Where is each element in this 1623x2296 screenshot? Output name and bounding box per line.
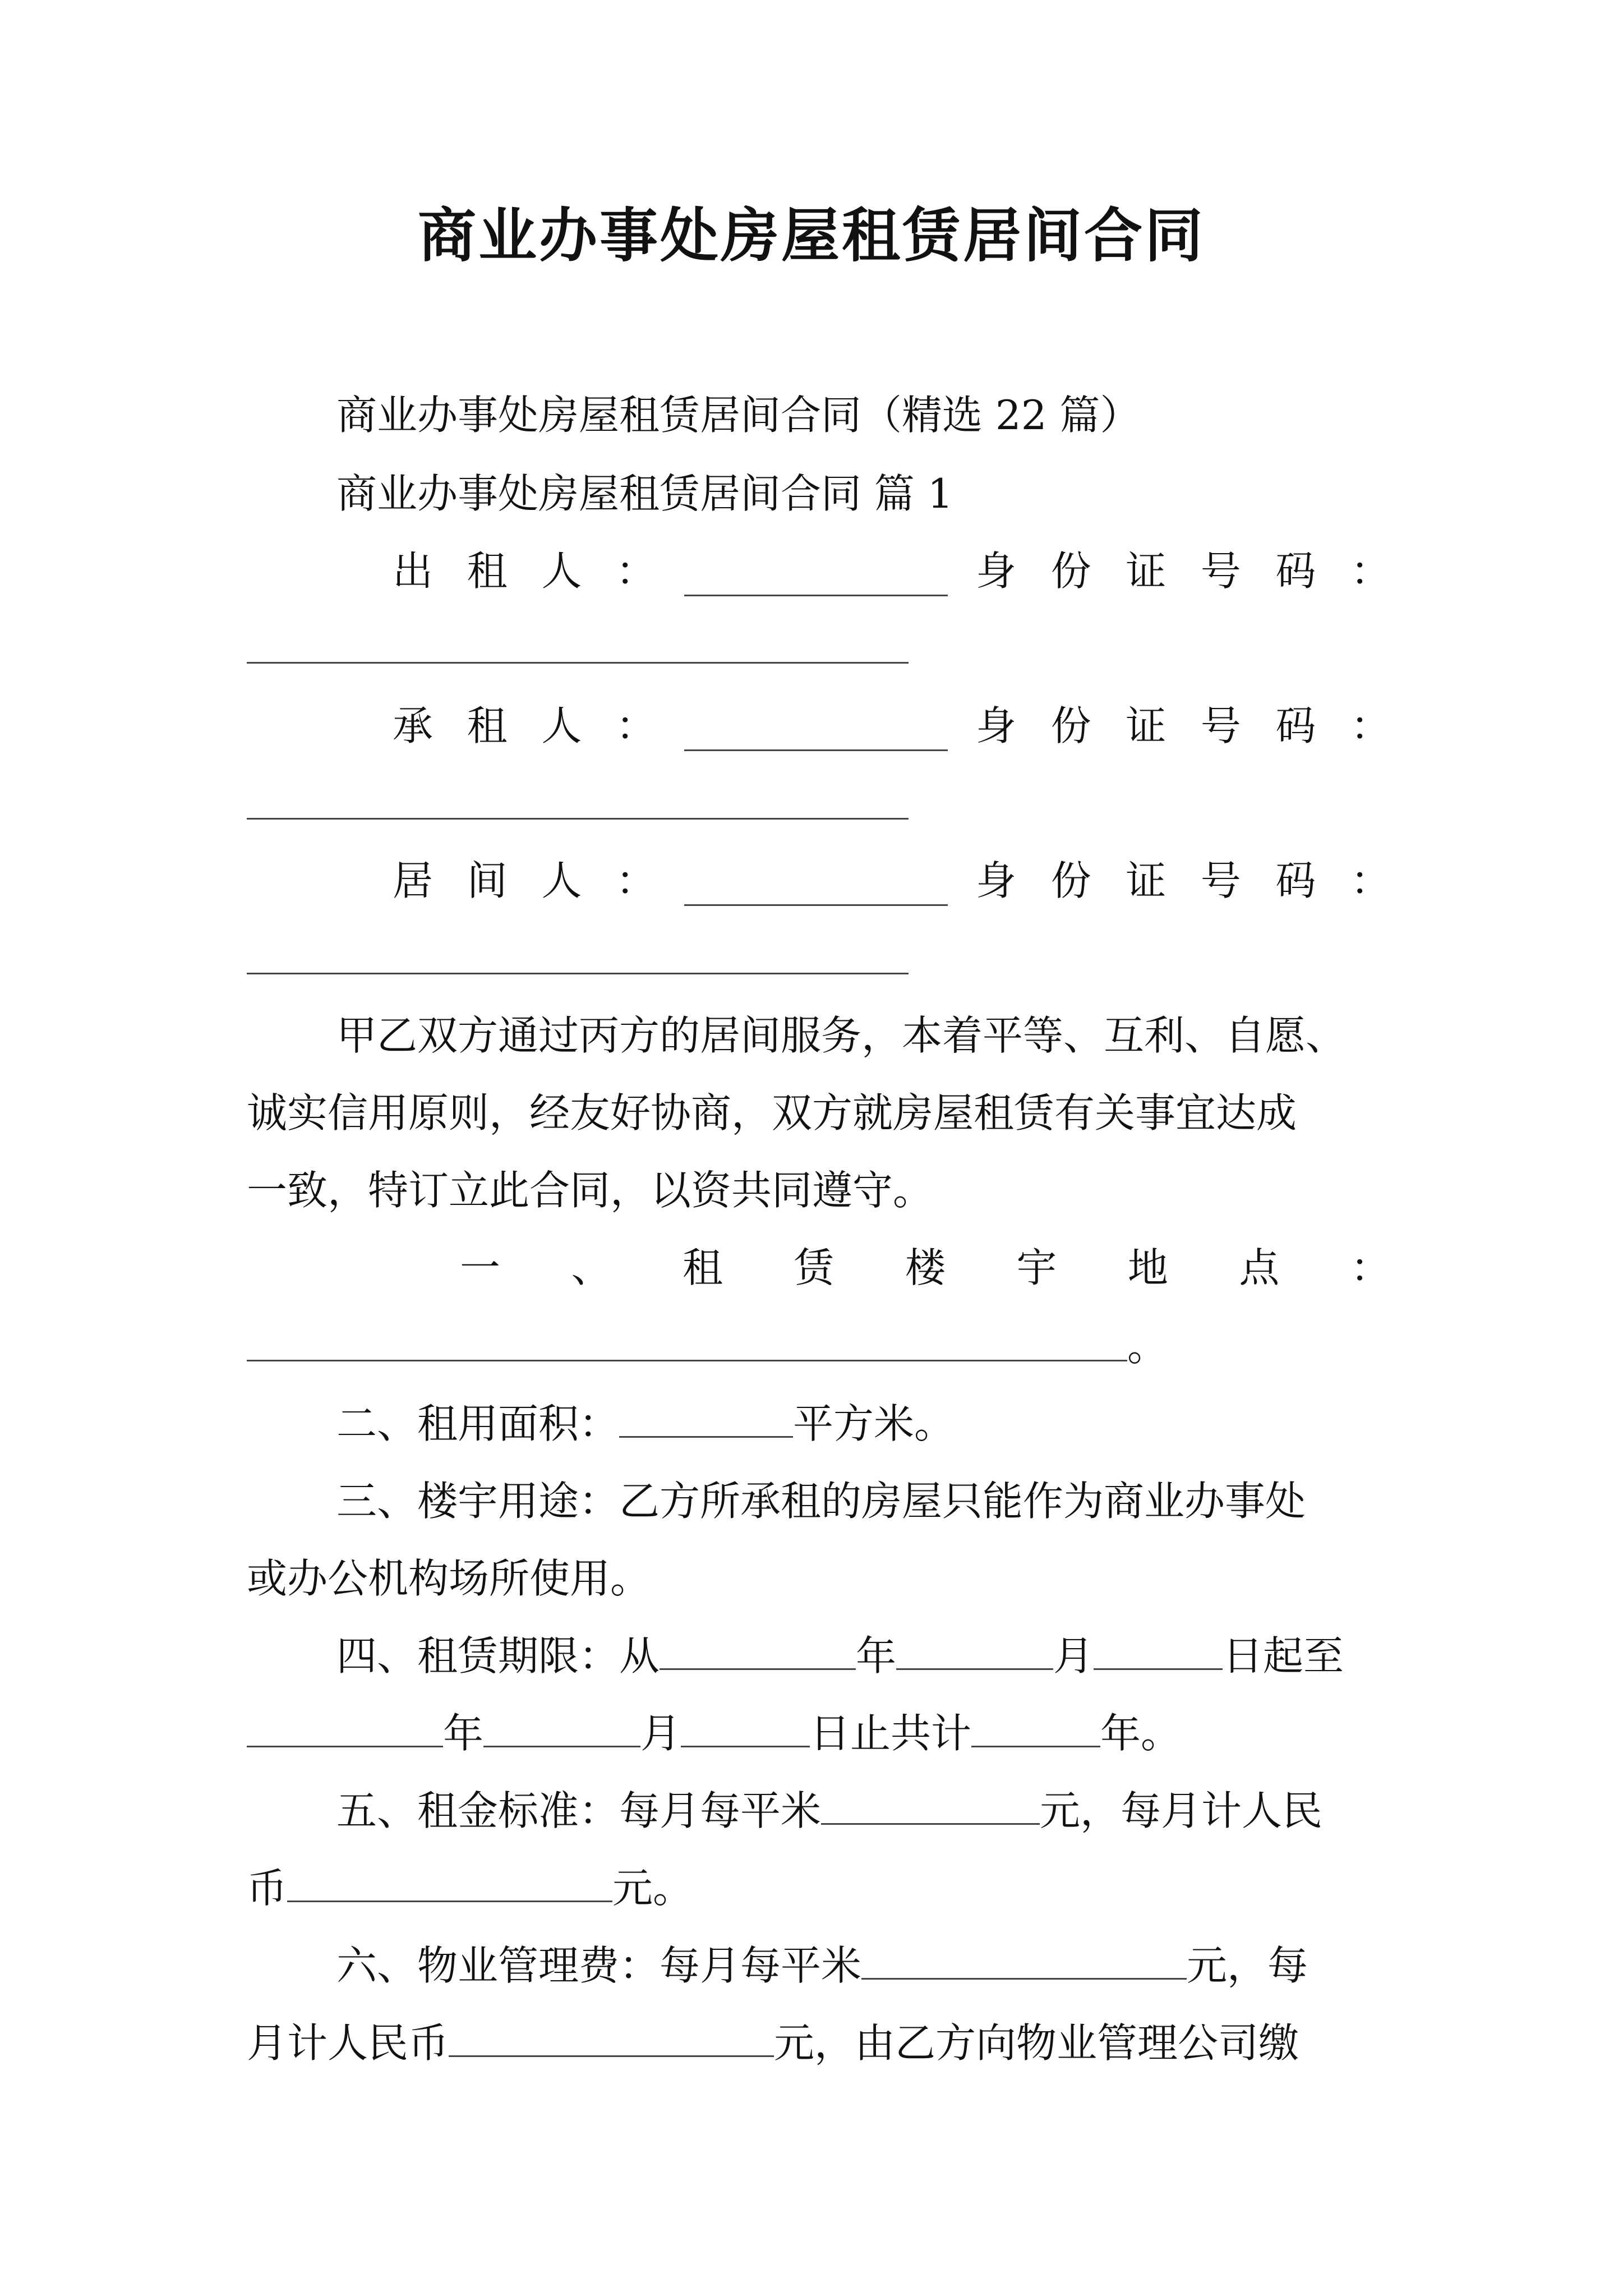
document-subtitle: 商业办事处房屋租赁居间合同（精选 22 篇） [336,392,1141,439]
broker-name-blank [684,865,948,906]
intro-line-1: 甲乙双方通过丙方的居间服务，本着平等、互利、自愿、 [336,1012,1347,1059]
location-blank [247,1360,1127,1361]
start-month-blank [896,1629,1053,1670]
party-label: 承 租 人 ： [393,702,656,749]
id-label: 身 份 证 号 码 ： [976,547,1391,595]
clause-4-line-2: 年 月 日止共计 年。 [247,1705,1391,1761]
clause-1-line: 一 、 租 赁 楼 宇 地 点 ： [460,1244,1391,1291]
start-year-blank [660,1629,856,1670]
start-day-blank [1094,1629,1223,1670]
rent-per-sqm-blank [821,1784,1040,1825]
end-year-blank [247,1706,443,1747]
clause-3-line-2: 或办公机构场所使用。 [247,1555,651,1602]
lessee-id-blank [247,818,909,820]
clause-1-end: 。 [1127,1323,1168,1370]
intro-line-3: 一致，特订立此合同，以资共同遵守。 [247,1167,934,1214]
lessor-name-blank [684,555,948,596]
mgmt-fee-monthly-blank [449,2016,774,2057]
lessee-name-blank [684,710,948,751]
clause-5-line-2: 币 元。 [247,1860,1391,1916]
document-title: 商业办事处房屋租赁居间合同 [417,201,1205,270]
section-heading: 商业办事处房屋租赁居间合同 篇 1 [336,470,953,517]
mgmt-fee-per-sqm-blank [861,1939,1187,1980]
total-years-blank [971,1706,1100,1747]
broker-id-blank [247,973,909,974]
clause-2-line: 二、租用面积： 平方米。 [336,1396,1481,1452]
end-month-blank [483,1706,640,1747]
party-label: 居 间 人 ： [393,857,656,904]
area-blank [619,1397,793,1438]
end-day-blank [681,1706,810,1747]
monthly-rent-blank [287,1861,612,1902]
lessor-id-blank [247,662,909,664]
clause-4-line-1: 四、租赁期限：从 年 月 日起至 [336,1628,1481,1684]
clause-3-line-1: 三、楼宇用途：乙方所承租的房屋只能作为商业办事处 [336,1478,1306,1525]
intro-line-2: 诚实信用原则，经友好协商，双方就房屋租赁有关事宜达成 [247,1089,1297,1137]
clause-6-line-1: 六、物业管理费：每月每平米 元，每 [336,1938,1481,1994]
id-label: 身 份 证 号 码 ： [976,702,1391,749]
id-label: 身 份 证 号 码 ： [976,857,1391,904]
party-label: 出 租 人 ： [393,547,656,595]
clause-6-line-2: 月计人民币 元，由乙方向物业管理公司缴 [247,2015,1391,2071]
clause-5-line-1: 五、租金标准：每月每平米 元，每月计人民 [336,1783,1481,1839]
